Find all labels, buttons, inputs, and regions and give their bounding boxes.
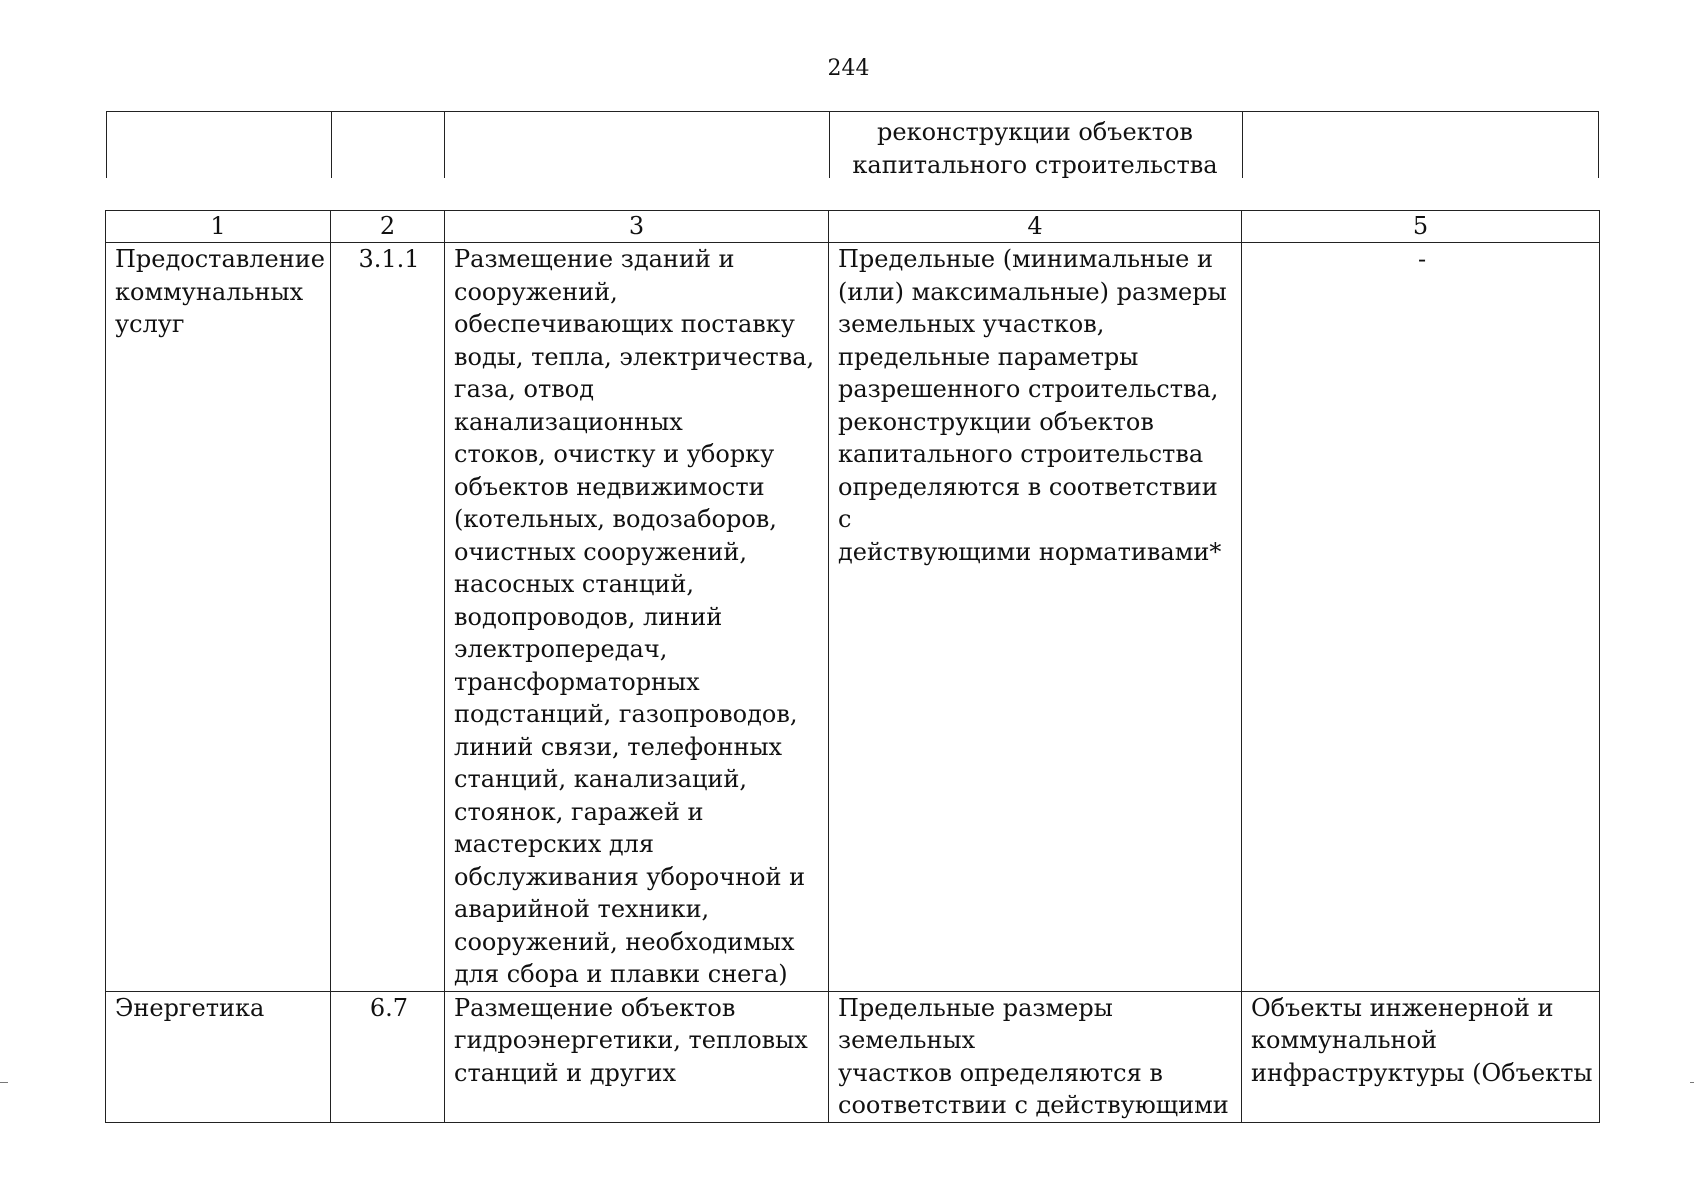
fragment-border-col2 <box>331 112 332 178</box>
use-type-code: 3.1.1 <box>331 243 445 992</box>
header-col-5: 5 <box>1242 211 1600 243</box>
use-type-note: Объекты инженерной и коммунальной инфраструктуры (Объекты <box>1242 991 1600 1122</box>
land-use-regulations-table <box>105 210 1600 1123</box>
table-row <box>106 991 1600 1122</box>
continuation-table-fragment <box>106 111 1599 178</box>
table-row <box>106 243 1600 992</box>
fragment-border-col1 <box>106 112 107 178</box>
column-number-header <box>106 211 1600 243</box>
fragment-border-right <box>1598 112 1599 178</box>
use-type-note: - <box>1242 243 1600 992</box>
fragment-col4-text: реконструкции объектов капитального строительства <box>852 118 1218 179</box>
use-type-name: Энергетика <box>106 991 331 1122</box>
use-type-description: Размещение зданий и сооружений, обеспечивающих поставку воды, тепла, электричества, газа, отвод канализационных стоков, очистку и уборку объектов недвижимости (котельных, водозаборов, очистных сооружений, насосных станций, водопроводов, линий электропередач, трансформаторных подстанций, газопроводов, линий связи, телефонных станций, канализаций, стоянок, гаражей и мастерских для обслуживания уборочной и аварийной техники, сооружений, необходимых для сбора и плавки снега) <box>445 243 829 992</box>
page-number: 244 <box>827 56 870 81</box>
fragment-border-col3 <box>444 112 445 178</box>
use-type-name: Предоставление коммунальных услуг <box>106 243 331 992</box>
use-type-description: Размещение объектов гидроэнергетики, тепловых станций и других <box>445 991 829 1122</box>
fragment-border-col5 <box>1242 112 1243 178</box>
header-col-1: 1 <box>106 211 331 243</box>
use-type-parameters: Предельные размеры земельных участков определяются в соответствии с действующими <box>829 991 1242 1122</box>
use-type-code: 6.7 <box>331 991 445 1122</box>
scan-edge-mark-left <box>0 1082 8 1083</box>
scan-edge-mark-right <box>1690 1082 1694 1083</box>
header-col-2: 2 <box>331 211 445 243</box>
header-col-3: 3 <box>445 211 829 243</box>
header-col-4: 4 <box>829 211 1242 243</box>
use-type-parameters: Предельные (минимальные и (или) максимальные) размеры земельных участков, предельные параметры разрешенного строительства, реконструкции объектов капитального строительства определяются в соответствии с действующими нормативами* <box>829 243 1242 992</box>
